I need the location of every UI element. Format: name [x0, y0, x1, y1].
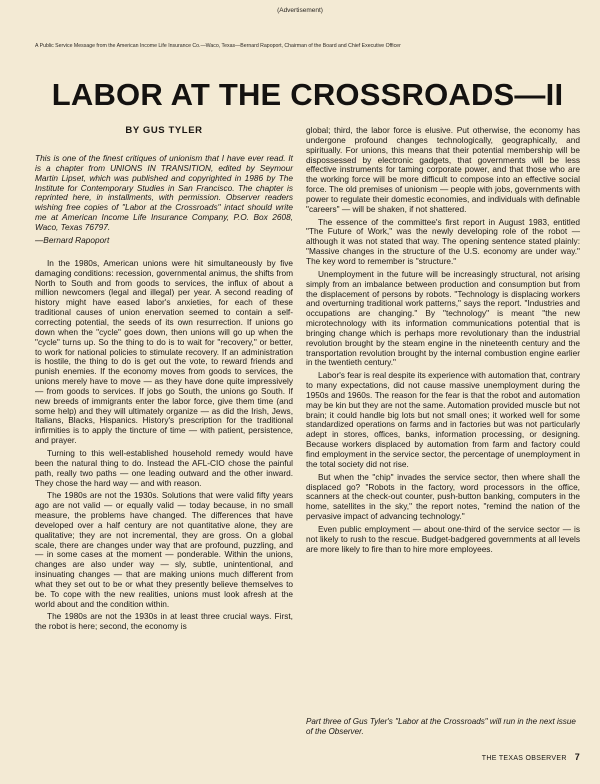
public-service-line: A Public Service Message from the American Income Life Insurance Co.—Waco, Texas—Bernard Rapoport, Chairman of the Board and Chief Executive Officer: [35, 43, 401, 49]
paragraph: Even public employment — about one-third of the service sector — is not likely to rush to the rescue. Budget-badgered governments at all levels are more likely to fire than to hire more employees.: [306, 523, 580, 554]
page-footer: [430, 752, 580, 762]
paragraph: But when the "chip" invades the service sector, then where shall the displaced go? "Robots in the factory, word processors in the office, scanners at the check-out counter, push-button banking, computers in the home, satellites in the sky," the report notes, "remind the nation of the pervasive impact of advancing technology.": [306, 471, 580, 522]
article-title: LABOR AT THE CROSSROADS—II: [51, 77, 564, 112]
paragraph: Unemployment in the future will be increasingly structural, not arising simply from an imbalance between production and consumption but from the displacement of persons by robots. "Technology is displacing workers and overturning traditional work patterns," says the report. "Industries and occupations are changing." By "technology" is meant "the new microtechnology with its information communications potential that is bringing change which is perhaps more revolutionary than the industrial revolution brought by the steam engine in the nineteenth century and the transportation revolution brought by the internal combustion engine earlier in the twentieth century.": [306, 268, 580, 368]
advertisement-label: (Advertisement): [277, 7, 323, 14]
paragraph: In the 1980s, American unions were hit simultaneously by five damaging conditions: recession, governmental animus, the shifts from North to South and from goods to services, the influx of about a million newcomers (legal and illegal) per year. A second reading of history might have eased labor's anxieties, for each of these traditional causes of union enervation seemed to contain a self-correcting potential, the seeds of its own resurrection. If unions go down when the "cycle" goes down, then unions will go up when the "cycle" turns up. So the thing to do is to wait for "recovery," or better, to work for national policies to stimulate recovery. If an administration is hostile, the thing to do is get out the vote, to reward friends and punish enemies. If the economy moves from goods to services, the unions merely have to move — as they have done quite impressively — from goods to services. If jobs go South, the unions go South. If new breeds of immigrants enter the labor force, give them time (and some help) and they will ultimately organize — as did the Irish, Jews, Italians, Blacks, Hispanics. History's prescription for the traditional infirmities is to apply the tincture of time — with patient, persistence, and prayer.: [35, 257, 293, 446]
publication-name: THE TEXAS OBSERVER: [481, 755, 567, 762]
paragraph: global; third, the labor force is elusive. Put otherwise, the economy has undergone profound changes technologically, geographically, and spiritually. For unions, this means that their potential membership will be dispossessed by electronic gadgets, that governments will be less effective instruments for taming corporate power, and that those who are the working force will be more difficult to compose into an effective social force. The old premises of unionism — people with jobs, governments with power to regulate their domestic economies, and individuals with definable "careers" — will be shaken, if not shattered.: [306, 125, 580, 214]
page-number: 7: [574, 752, 580, 762]
paragraph: The 1980s are not the 1930s. Solutions that were valid fifty years ago are not valid — or equally valid — today because, in no small measure, the problems have changed. The differences that have developed over a half century are not quantitative alone, they are qualitative; they are not incremental, they are gross. On a global scale, there are changes under way that are profound, puzzling, and — in some cases at the moment — ponderable. Within the unions, changes are also under way — sly, subtle, unintentional, and insinuating changes — that are making unions much different from what they set out to be or what they presently believe themselves to be. To cope with the new realities, unions must look afresh at the world about and the condition within.: [35, 490, 293, 609]
byline: BY GUS TYLER: [125, 125, 203, 136]
intro-note: This is one of the finest critiques of unionism that I have ever read. It is a chapter from UNIONS IN TRANSITION, edited by Seymour Martin Lipset, which was published and copyrighted in 1986 by The Institute for Contemporary Studies in San Francisco. The chapter is reprinted here, in installments, with permission. Observer readers wishing free copies of "Labor at the Crossroads" intact should write me at American Income Life Insurance Company, P.O. Box 2608, Waco, Texas 76797.: [35, 152, 293, 233]
column-right: [306, 126, 580, 554]
continuation-note: Part three of Gus Tyler's "Labor at the Crossroads" will run in the next issue of the Observer.: [306, 717, 576, 736]
paragraph: The 1980s are not the 1930s in at least three crucial ways. First, the robot is here; second, the economy is: [35, 611, 293, 632]
paragraph: Turning to this well-established household remedy would have been the natural thing to do. Instead the AFL-CIO chose the painful path, really two paths — one leading outward and the other inward. They chose the hard way — and with reason.: [35, 447, 293, 488]
intro-signature: —Bernard Rapoport: [35, 235, 110, 246]
column-left: [35, 126, 293, 632]
paragraph: Labor's fear is real despite its experience with automation that, contrary to many expectations, did not cause massive unemployment during the 1950s and 1960s. The reason for the fear is that the robot and automation may be kin but they are not the same. Automation provided muscle but not brain; it could handle big lots but not small ones; it worked well for some standardized operations on farms and in factories but was not particularly adept in stores, offices, banks, information processing, or designing. Because workers displaced by automation from farm and factory could find employment in the service sector, the percentage of unemployment in the total society did not rise.: [306, 370, 580, 469]
paragraph: The essence of the committee's first report in August 1983, entitled "The Future of Work," was the newly developing role of the robot — although it was not stated that way. The opening sentence stated plainly: "Massive changes in the structure of the U.S. economy are under way." The key word to remember is "structure.": [306, 216, 580, 266]
